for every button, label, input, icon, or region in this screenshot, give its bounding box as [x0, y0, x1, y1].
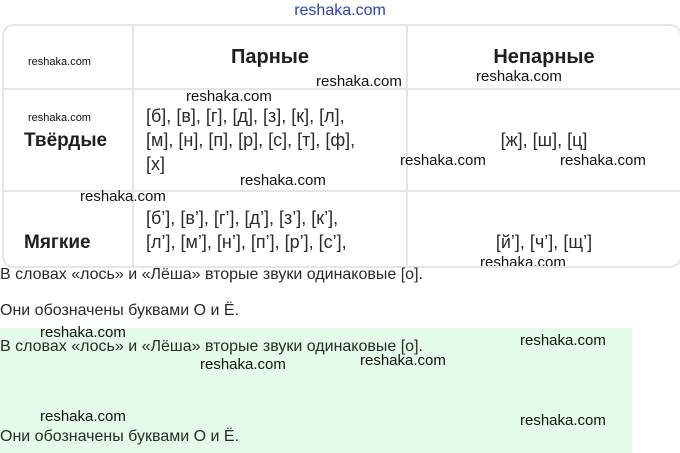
- watermark: reshaka.com: [240, 172, 326, 189]
- explanation-line: В словах «лось» и «Лёша» вторые звуки одинаковые [о].: [0, 266, 423, 283]
- watermark: reshaka.com: [28, 112, 91, 124]
- answer-line: Они обозначены буквами О и Ё.: [0, 428, 239, 445]
- cell-line: [б’], [в’], [г’], [д’], [з’], [к’],: [146, 208, 339, 228]
- row-header-soft: Мягкие: [24, 232, 91, 253]
- watermark: reshaka.com: [476, 68, 562, 85]
- cell-line: [х]: [146, 154, 166, 174]
- watermark: reshaka.com: [200, 356, 286, 373]
- watermark: reshaka.com: [400, 152, 486, 169]
- hard-unpaired-cell: [ж], [ш], [ц]: [500, 130, 588, 150]
- column-header-unpaired: Непарные: [493, 46, 595, 68]
- explanation-line: Они обозначены буквами О и Ё.: [0, 302, 239, 319]
- watermark: reshaka.com: [360, 352, 446, 369]
- watermark: reshaka.com: [28, 56, 91, 68]
- watermark: reshaka.com: [186, 88, 272, 105]
- cell-line: [м], [н], [п], [р], [с], [т], [ф],: [146, 130, 356, 150]
- cell-line: [л’], [м’], [н’], [п’], [р’], [с’],: [146, 232, 347, 252]
- answer-line: В словах «лось» и «Лёша» вторые звуки одинаковые [о].: [0, 338, 423, 355]
- watermark: reshaka.com: [480, 254, 566, 268]
- watermark: reshaka.com: [316, 73, 402, 90]
- hard-paired-cell: [146, 104, 355, 176]
- site-watermark-top[interactable]: reshaka.com: [294, 2, 386, 19]
- column-header-paired: Парные: [231, 46, 309, 68]
- row-header-hard: Твёрдые: [24, 130, 108, 151]
- cell-line: [б], [в], [г], [д], [з], [к], [л],: [146, 106, 345, 126]
- watermark: reshaka.com: [520, 332, 606, 349]
- soft-paired-cell: [146, 206, 347, 254]
- watermark: reshaka.com: [520, 412, 606, 429]
- soft-unpaired-cell: [й’], [ч’], [щ’]: [495, 232, 593, 252]
- consonants-table: [2, 24, 680, 268]
- watermark: reshaka.com: [560, 152, 646, 169]
- watermark: reshaka.com: [40, 324, 126, 341]
- watermark: reshaka.com: [40, 408, 126, 425]
- watermark: reshaka.com: [80, 188, 166, 205]
